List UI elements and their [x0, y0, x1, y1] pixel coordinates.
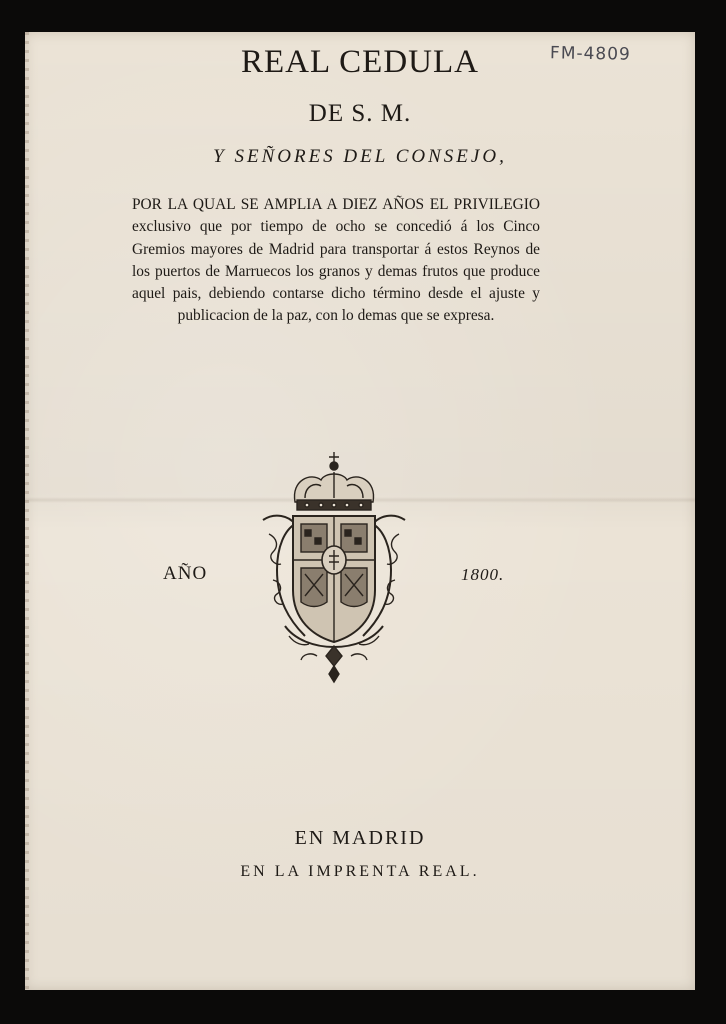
- publication-year: 1800.: [461, 565, 505, 584]
- document-title: REAL CEDULA: [240, 44, 479, 80]
- year-label: AÑO: [163, 563, 208, 584]
- summary-lead: POR LA QUAL SE AMPLIA A DIEZ AÑOS EL PRIVILEGIO: [132, 196, 540, 213]
- document-subtitle: DE S. M.: [308, 100, 412, 127]
- summary-text: exclusivo que por tiempo de ocho se concedió á los Cinco Gremios mayores de Madrid para transportar á estos Reynos de los puertos de Marruecos los granos y demas frutos que produce aquel pais, debiendo contarse dicho término desde el ajuste y publicacion de la paz, con lo demas que se expresa.: [132, 218, 540, 325]
- royal-coat-of-arms-icon: [255, 450, 413, 684]
- place-of-printing: EN MADRID: [294, 827, 426, 849]
- document-summary: [132, 194, 540, 328]
- printer-name: EN LA IMPRENTA REAL.: [240, 863, 480, 880]
- document-page: [25, 32, 695, 990]
- catalog-number: FM-4809: [549, 43, 632, 65]
- council-line: Y SEÑORES DEL CONSEJO,: [213, 146, 507, 167]
